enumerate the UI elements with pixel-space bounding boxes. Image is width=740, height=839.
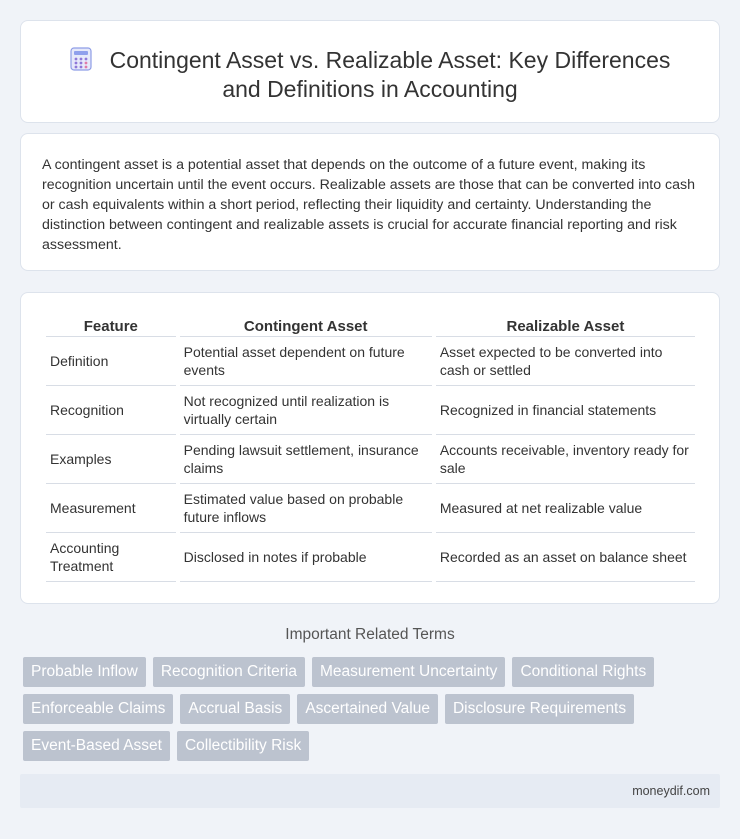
tag-collectibility-risk[interactable]: Collectibility Risk (177, 731, 309, 761)
intro-paragraph: A contingent asset is a potential asset that depends on the outcome of a future event, making its recognition uncertain until the event occurs. Realizable assets are those that can be converted into cash or cash equivalents within a short period, reflecting their liquidity and certainty. Understanding the distinction between contingent and realizable assets is crucial for accurate financial reporting and risk assessment. (42, 157, 696, 253)
related-terms-heading: Important Related Terms (285, 626, 455, 643)
table-cell: Measurement (46, 484, 176, 533)
table-cell: Accounts receivable, inventory ready for sale (436, 435, 695, 484)
page-title: Contingent Asset vs. Realizable Asset: Key Differences and Definitions in Accounting (109, 47, 671, 102)
tag-ascertained-value[interactable]: Ascertained Value (297, 694, 438, 724)
tag-measurement-uncertainty[interactable]: Measurement Uncertainty (312, 657, 505, 687)
table-cell: Not recognized until realization is virtually certain (180, 386, 432, 435)
table-cell: Estimated value based on probable future inflows (180, 484, 432, 533)
page-title-wrap (21, 46, 719, 104)
tag-event-based-asset[interactable]: Event-Based Asset (23, 731, 170, 761)
tag-conditional-rights[interactable]: Conditional Rights (512, 657, 654, 687)
comparison-card (20, 292, 720, 604)
table-cell: Potential asset dependent on future events (180, 337, 432, 386)
table-row (46, 533, 695, 582)
table-cell: Measured at net realizable value (436, 484, 695, 533)
table-cell: Recorded as an asset on balance sheet (436, 533, 695, 582)
table-row (46, 435, 695, 484)
tag-enforceable-claims[interactable]: Enforceable Claims (23, 694, 173, 724)
calculator-icon (70, 47, 92, 71)
title-card (20, 20, 720, 123)
table-row (46, 386, 695, 435)
comparison-table (42, 315, 699, 582)
footer-bar (20, 774, 720, 808)
header-feature: Feature (46, 315, 176, 337)
table-cell: Examples (46, 435, 176, 484)
tag-probable-inflow[interactable]: Probable Inflow (23, 657, 146, 687)
header-contingent-asset: Contingent Asset (180, 315, 432, 337)
table-row (46, 484, 695, 533)
footer-site-link[interactable]: moneydif.com (632, 784, 710, 798)
table-header-row (46, 315, 695, 337)
header-realizable-asset: Realizable Asset (436, 315, 695, 337)
table-cell: Definition (46, 337, 176, 386)
table-cell: Recognition (46, 386, 176, 435)
tag-recognition-criteria[interactable]: Recognition Criteria (153, 657, 305, 687)
related-terms-tags (23, 657, 723, 761)
table-cell: Disclosed in notes if probable (180, 533, 432, 582)
table-cell: Pending lawsuit settlement, insurance claims (180, 435, 432, 484)
tag-accrual-basis[interactable]: Accrual Basis (180, 694, 290, 724)
table-row (46, 337, 695, 386)
table-cell: Asset expected to be converted into cash or settled (436, 337, 695, 386)
table-cell: Accounting Treatment (46, 533, 176, 582)
tag-disclosure-requirements[interactable]: Disclosure Requirements (445, 694, 634, 724)
intro-card (20, 133, 720, 271)
table-cell: Recognized in financial statements (436, 386, 695, 435)
